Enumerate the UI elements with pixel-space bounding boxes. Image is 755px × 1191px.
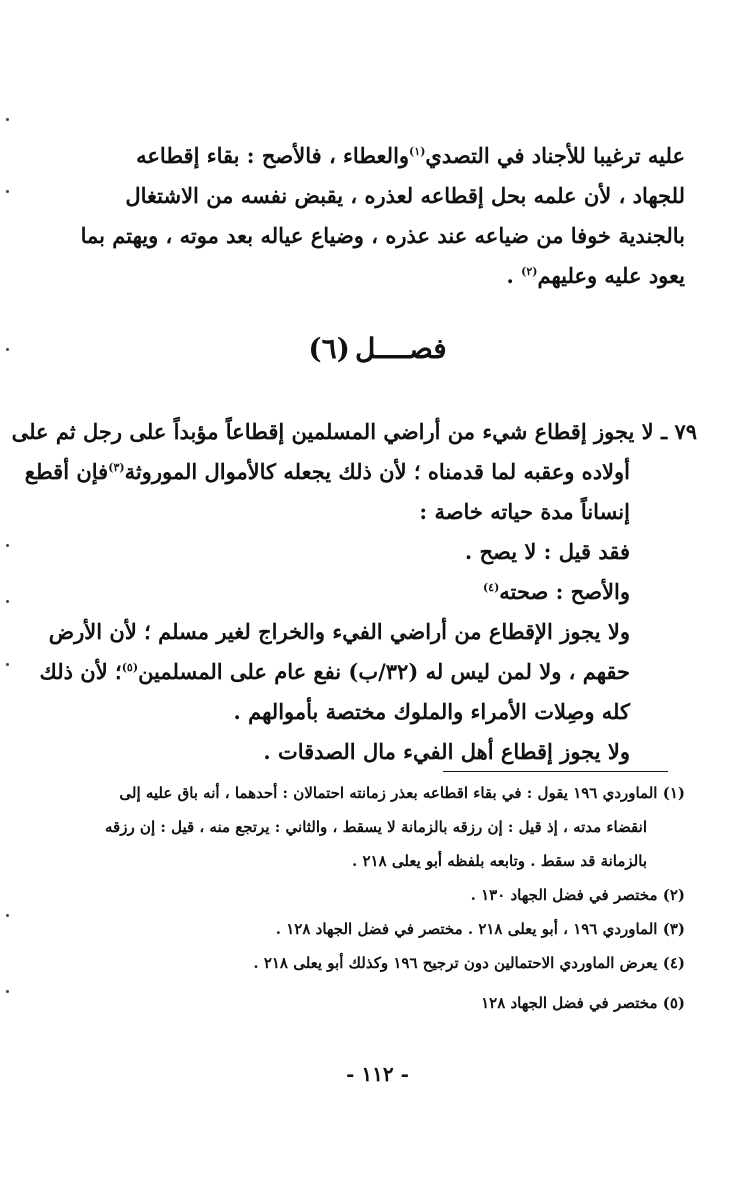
footnote-1-cont: بالزمانة قد سقط . وتابعه بلفظه أبو يعلى ٢١٨ .: [352, 852, 647, 870]
footnote-4: (٤) يعرض الماوردي الاحتمالين دون ترجيح ١٩٦ وكذلك أبو يعلى ٢١٨ .: [253, 954, 685, 972]
text-line: ٧٩ ـ لا يجوز إقطاع شيء من أراضي المسلمين إقطاعاً مؤبداً على رجل ثم على: [11, 419, 697, 444]
margin-mark: [6, 118, 9, 121]
text-line: بالجندية خوفا من ضياعه عند عذره ، وضياع عياله بعد موته ، ويهتم بما: [80, 223, 685, 248]
text-line: ولا يجوز إقطاع أهل الفيء مال الصدقات .: [263, 739, 630, 764]
footnote-number: (٣): [662, 920, 685, 938]
footnote-number: (٤): [662, 954, 685, 972]
text-line: فقد قيل : لا يصح .: [464, 539, 630, 564]
margin-mark: [6, 914, 9, 917]
footnote-ref: (٢): [521, 265, 538, 278]
margin-mark: [6, 544, 9, 547]
section-heading-number: (٦): [308, 332, 350, 365]
text-line: أولاده وعقبه لما قدمناه ؛ لأن ذلك يجعله كالأموال الموروثة$^{(٣)}$فإن أقطع: [24, 459, 630, 484]
footnote-1-cont: انقضاء مدته ، إذ قيل : إن رزقه بالزمانة لا يسقط ، والثاني : يرتجع منه ، قيل : إن رزقه: [105, 818, 647, 836]
footnote-3: (٣) الماوردي ١٩٦ ، أبو يعلى ٢١٨ . مختصر في فضل الجهاد ١٢٨ .: [275, 920, 685, 938]
margin-mark: [6, 663, 9, 666]
text-line: حقهم ، ولا لمن ليس له (٣٢/ب) نفع عام على المسلمين$^{(٥)}$؛ لأن ذلك: [39, 659, 630, 684]
section-heading: [0, 332, 755, 365]
footnote-ref: (١): [409, 145, 426, 158]
section-heading-word: فصــــل: [354, 332, 447, 365]
footnote-2: (٢) مختصر في فضل الجهاد ١٣٠ .: [470, 886, 685, 904]
text-line: كله وصِلات الأمراء والملوك مختصة بأموالهم .: [233, 699, 630, 724]
text-line: والأصح : صحته$^{(٤)}$: [482, 579, 630, 604]
margin-mark: [6, 600, 9, 603]
footnote-ref: (٤): [482, 581, 500, 594]
page-number: - ١١٢ -: [346, 1062, 409, 1086]
text-line: عليه ترغيبا للأجناد في التصدي$^{(١)}$والعطاء ، فالأصح : بقاء إقطاعه: [136, 143, 685, 168]
footnote-separator: [443, 771, 668, 772]
text-line: إنساناً مدة حياته خاصة :: [419, 499, 630, 524]
footnote-ref: (٣): [108, 461, 125, 474]
footnote-ref: (٥): [121, 661, 139, 674]
footnote-number: (٢): [662, 886, 685, 904]
footnote-number: (٥): [662, 994, 685, 1012]
text-line: يعود عليه وعليهم$^{(٢)}$ .: [506, 263, 685, 288]
margin-mark: [6, 990, 9, 993]
footnote-1: (١) الماوردي ١٩٦ يقول : في بقاء اقطاعه بعذر زمانته احتمالان : أحدهما ، أنه باق عليه إلى: [119, 784, 685, 802]
text-line: ولا يجوز الإقطاع من أراضي الفيء والخراج لغير مسلم ؛ لأن الأرض: [48, 619, 630, 644]
text-line: للجهاد ، لأن علمه بحل إقطاعه لعذره ، يقبض نفسه من الاشتغال: [125, 183, 685, 208]
footnote-5: (٥) مختصر في فضل الجهاد ١٢٨: [481, 994, 685, 1012]
footnote-number: (١): [662, 784, 685, 802]
margin-mark: [6, 190, 9, 193]
article-number: ٧٩ ـ: [660, 419, 697, 444]
